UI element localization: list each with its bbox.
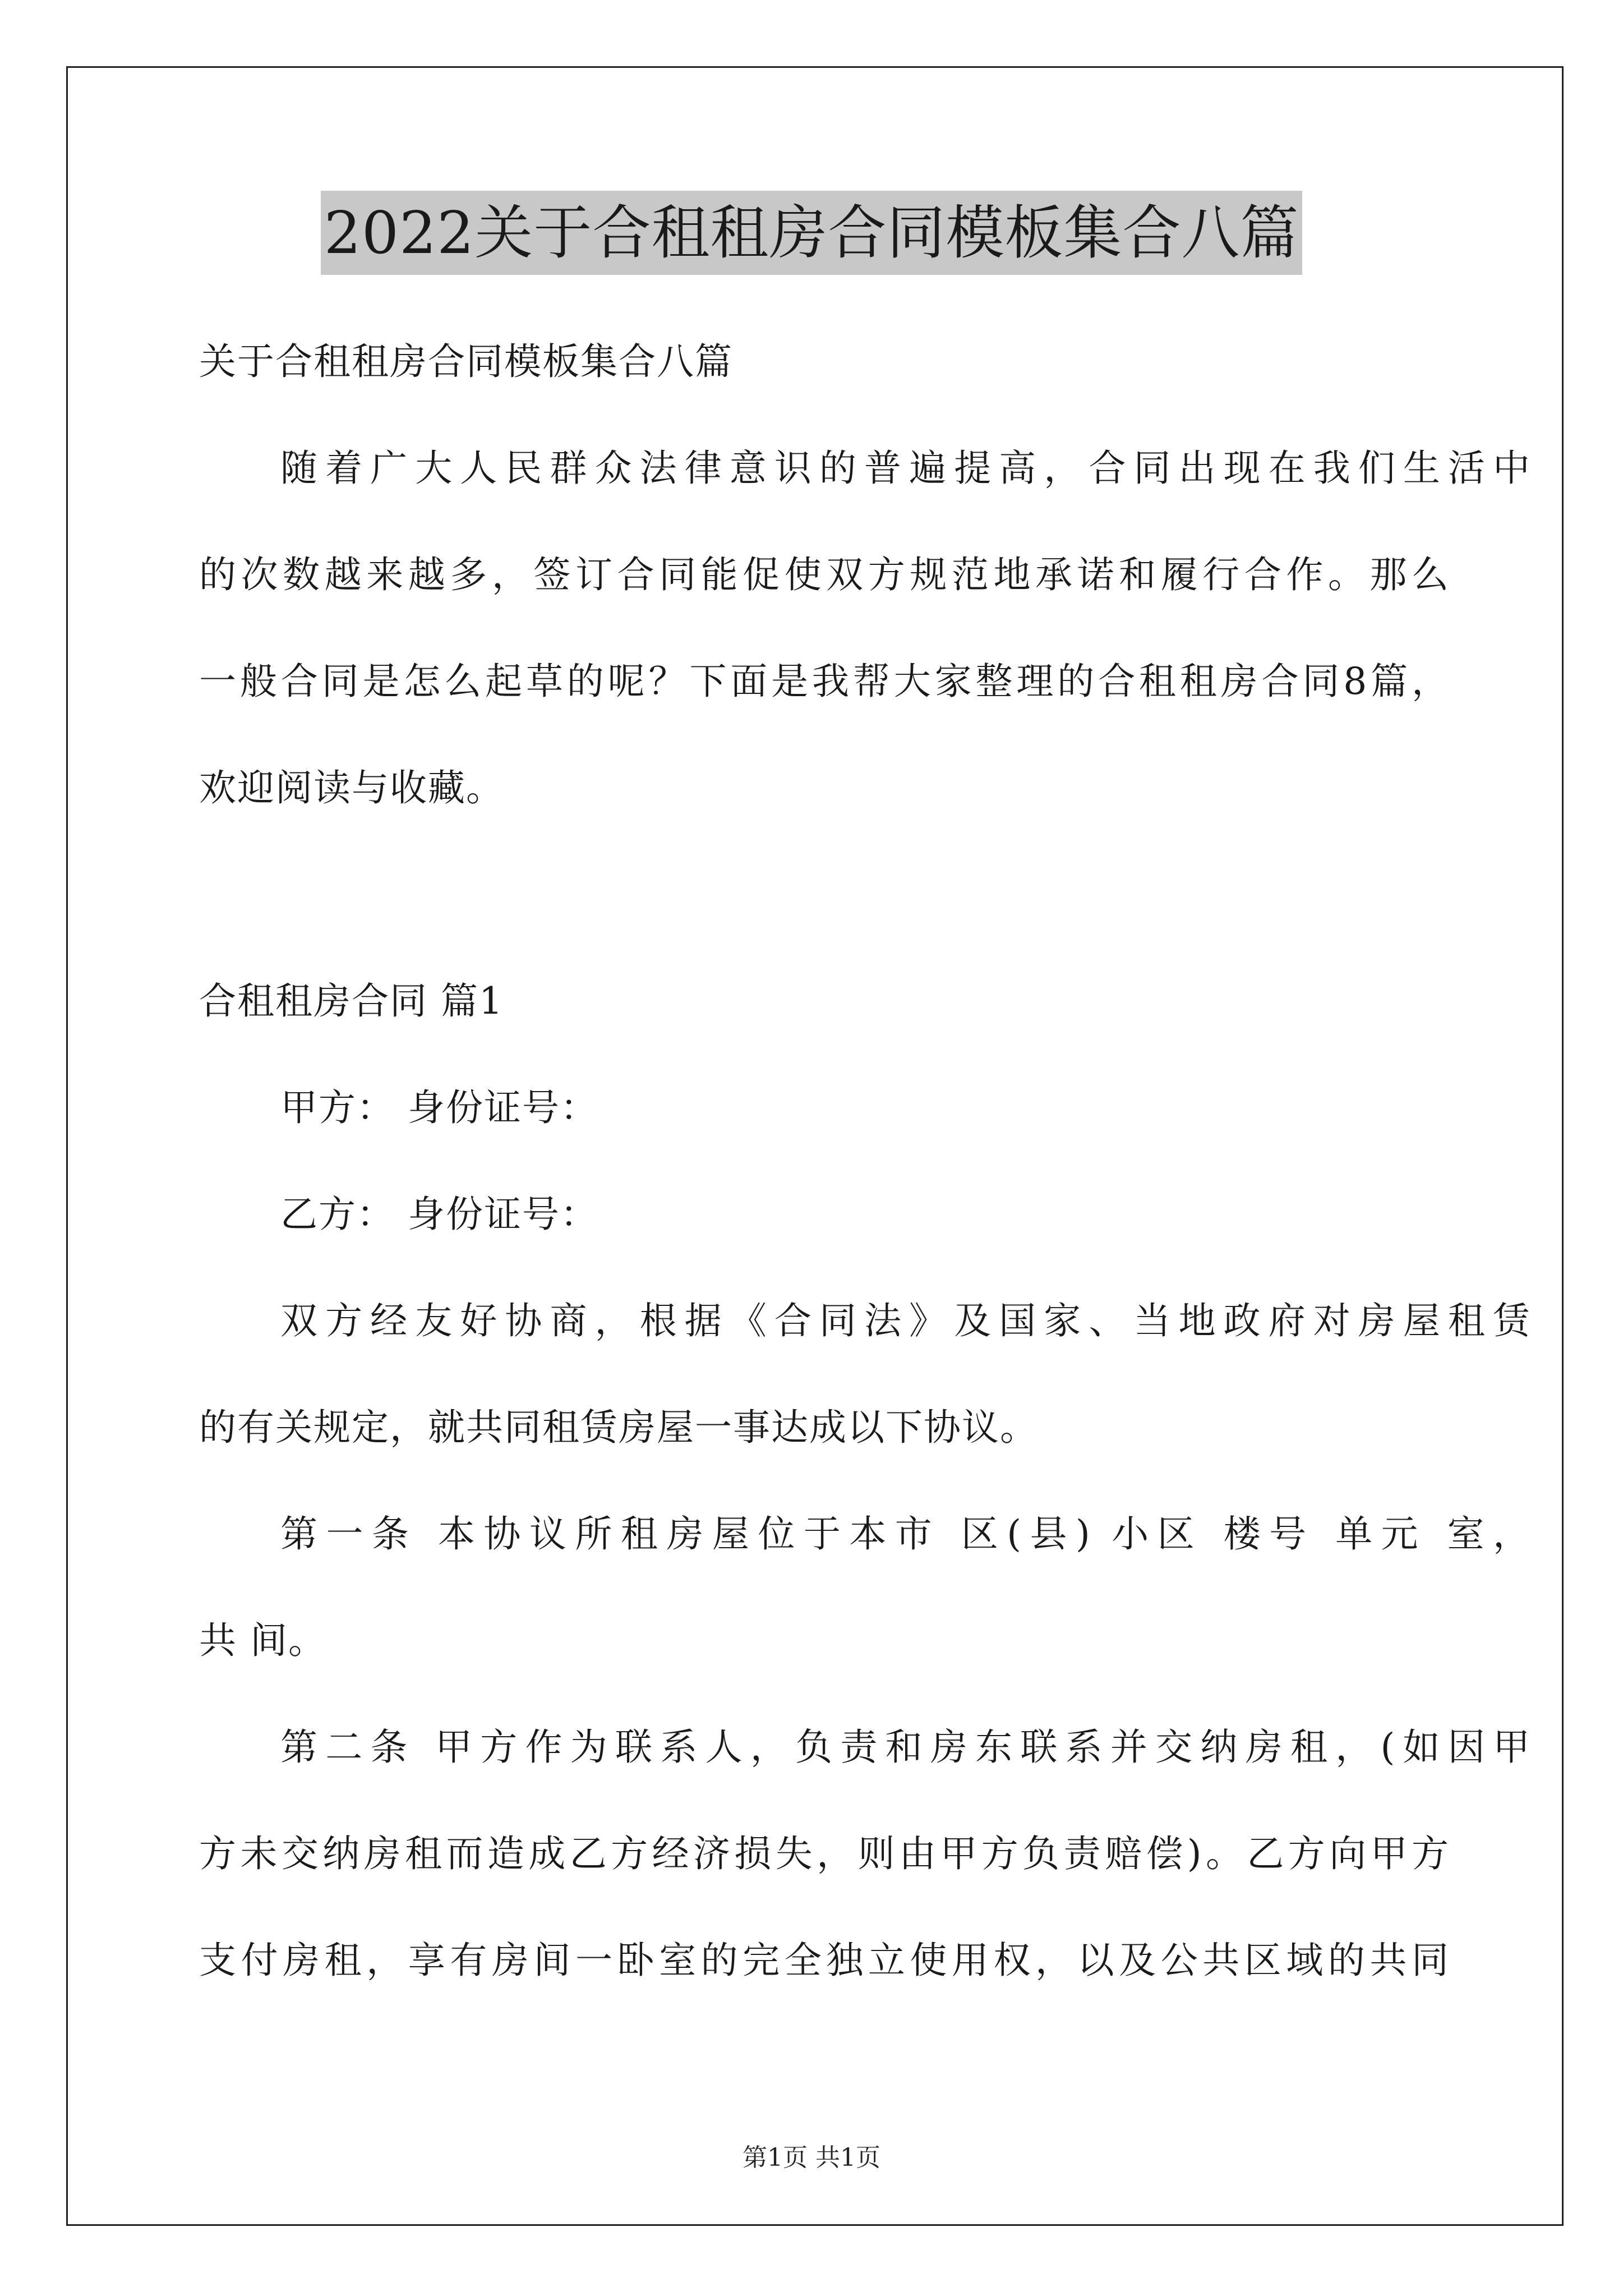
intro-line-4: 欢迎阅读与收藏。 bbox=[199, 766, 504, 809]
title-container bbox=[0, 191, 1623, 275]
article2-line-1: 第二条 甲方作为联系人，负责和房东联系并交纳房租，(如因甲 bbox=[280, 1726, 1531, 1769]
document-title: 2022关于合租租房合同模板集合八篇 bbox=[321, 191, 1303, 275]
para1-line-1: 双方经友好协商，根据《合同法》及国家、当地政府对房屋租赁 bbox=[280, 1299, 1531, 1342]
document-subtitle: 关于合租租房合同模板集合八篇 bbox=[199, 340, 733, 383]
para1-line-2: 的有关规定，就共同租赁房屋一事达成以下协议。 bbox=[199, 1406, 1038, 1449]
article1-line-2: 共 间。 bbox=[199, 1619, 326, 1662]
article2-line-2: 方未交纳房租而造成乙方经济损失，则由甲方负责赔偿)。乙方向甲方 bbox=[199, 1832, 1450, 1875]
article2-line-3: 支付房租，享有房间一卧室的完全独立使用权，以及公共区域的共同 bbox=[199, 1939, 1450, 1982]
page-footer: 第1页 共1页 bbox=[743, 2143, 880, 2172]
document-body bbox=[199, 309, 1531, 2014]
intro-line-1: 随着广大人民群众法律意识的普遍提高，合同出现在我们生活中 bbox=[280, 447, 1531, 490]
article1-line-1: 第一条 本协议所租房屋位于本市 区(县) 小区 楼号 单元 室， bbox=[280, 1512, 1531, 1556]
section-heading: 合租租房合同 篇1 bbox=[199, 979, 504, 1023]
intro-line-2: 的次数越来越多，签订合同能促使双方规范地承诺和履行合作。那么 bbox=[199, 553, 1450, 596]
party-b-line: 乙方： 身份证号： bbox=[280, 1193, 598, 1236]
party-a-line: 甲方： 身份证号： bbox=[280, 1086, 598, 1129]
blank-line bbox=[199, 841, 1450, 948]
intro-line-3: 一般合同是怎么起草的呢？下面是我帮大家整理的合租租房合同8篇， bbox=[199, 660, 1450, 703]
